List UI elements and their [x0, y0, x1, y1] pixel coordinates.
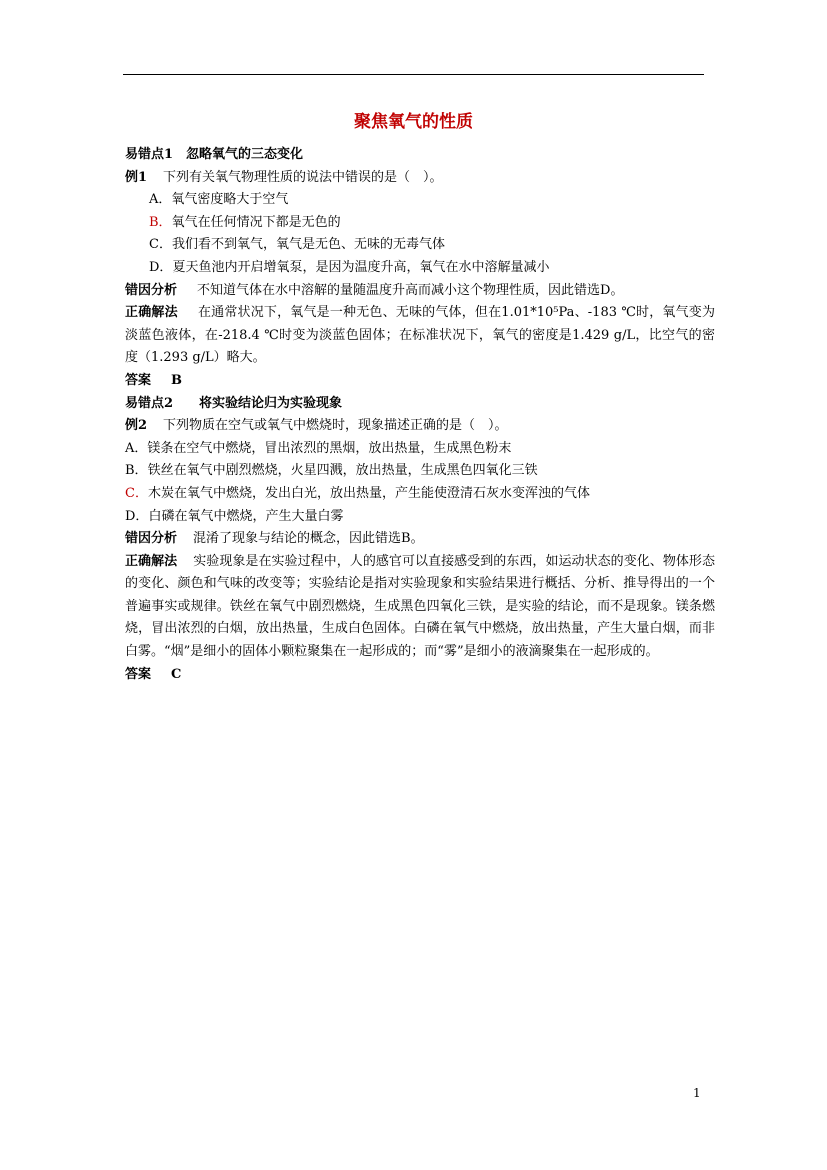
option-d: [125, 257, 715, 280]
option-text: 我们看不到氧气，氧气是无色、无味的无毒气体: [171, 237, 445, 253]
solution-text: 实验现象是在实验过程中，人的感官可以直接感受到的东西，如运动状态的变化、物体形态的变化、颜色和气味的改变等；实验结论是指对实验现象和实验结果进行概括、分析、推导得出的一个普遍事实或规律。铁丝在氧气中剧烈燃烧，生成黑色四氧化三铁，是实验的结论，而不是现象。镁条燃烧，冒出浓烈的白烟，放出热量，生成白色固体。白磷在氧气中燃烧，放出热量，产生大量白烟，而非白雾。“烟”是细小的固体小颗粒聚集在一起形成的；而“雾”是细小的液滴聚集在一起形成的。: [125, 553, 715, 660]
section2-heading: 易错点2 将实验结论归为实验现象: [125, 395, 343, 411]
solution-label: 正确解法: [125, 553, 178, 569]
header-rule: [123, 74, 704, 75]
option-letter-correct: B．: [149, 214, 172, 230]
page-title: 聚焦氧气的性质: [354, 112, 473, 132]
option-d: [125, 506, 715, 529]
question-text: 下列物质在空气或氧气中燃烧时，现象描述正确的是（ ）。: [163, 418, 508, 434]
option-letter: D．: [149, 259, 173, 275]
error-analysis-2: [125, 528, 715, 551]
option-letter: C．: [149, 237, 172, 253]
option-letter: B．: [125, 463, 148, 479]
option-letter: A．: [125, 440, 148, 456]
error-analysis-label: 错因分析: [125, 282, 178, 298]
error-analysis-1: [125, 280, 715, 303]
option-c: [125, 483, 715, 506]
option-b: [125, 460, 715, 483]
answer-value: C: [171, 666, 182, 682]
example-label: 例2: [125, 418, 148, 434]
answer-2: [125, 664, 715, 687]
option-c: [125, 234, 715, 257]
option-b: [125, 212, 715, 235]
section1-question: [125, 167, 715, 190]
option-a: [125, 438, 715, 461]
error-analysis-text: 不知道气体在水中溶解的量随温度升高而减小这个物理性质，因此错选D。: [197, 282, 624, 298]
answer-label: 答案: [125, 372, 152, 388]
option-letter-correct: C．: [125, 485, 148, 501]
option-text: 夏天鱼池内开启增氧泵，是因为温度升高，氧气在水中溶解量减小: [172, 259, 550, 275]
error-analysis-label: 错因分析: [125, 531, 178, 547]
page-number: 1: [693, 1086, 701, 1100]
example-label: 例1: [125, 169, 148, 185]
answer-1: [125, 370, 715, 393]
solution-text: 在通常状况下，氧气是一种无色、无味的气体，但在1.01*10⁵Pa、-183 ℃时，氧气变为淡蓝色液体，在-218.4 ℃时变为淡蓝色固体；在标准状况下，氧气的密度是1.429 g/L，比空气的密度（1.293 g/L）略大。: [125, 305, 715, 366]
document-body: [125, 144, 715, 686]
option-text: 氧气密度略大于空气: [171, 192, 289, 208]
section1-heading: 易错点1 忽略氧气的三态变化: [125, 147, 304, 162]
solution-label: 正确解法: [125, 305, 178, 321]
option-text: 木炭在氧气中燃烧，发出白光，放出热量，产生能使澄清石灰水变浑浊的气体: [147, 485, 590, 501]
option-letter: A．: [149, 192, 172, 208]
solution-1: [125, 302, 715, 370]
error-analysis-text: 混淆了现象与结论的概念，因此错选B。: [193, 531, 424, 547]
option-text: 镁条在空气中燃烧，冒出浓烈的黑烟，放出热量，生成黑色粉末: [147, 440, 512, 456]
option-text: 铁丝在氧气中剧烈燃烧，火星四溅，放出热量，生成黑色四氧化三铁: [147, 463, 538, 479]
option-text: 氧气在任何情况下都是无色的: [171, 214, 341, 230]
section2-question: [125, 415, 715, 438]
answer-value: B: [171, 372, 183, 388]
question-text: 下列有关氧气物理性质的说法中错误的是（ ）。: [163, 169, 443, 185]
option-a: [125, 189, 715, 212]
option-text: 白磷在氧气中燃烧，产生大量白雾: [148, 508, 344, 524]
option-letter: D．: [125, 508, 149, 524]
solution-2: [125, 551, 715, 664]
answer-label: 答案: [125, 666, 152, 682]
